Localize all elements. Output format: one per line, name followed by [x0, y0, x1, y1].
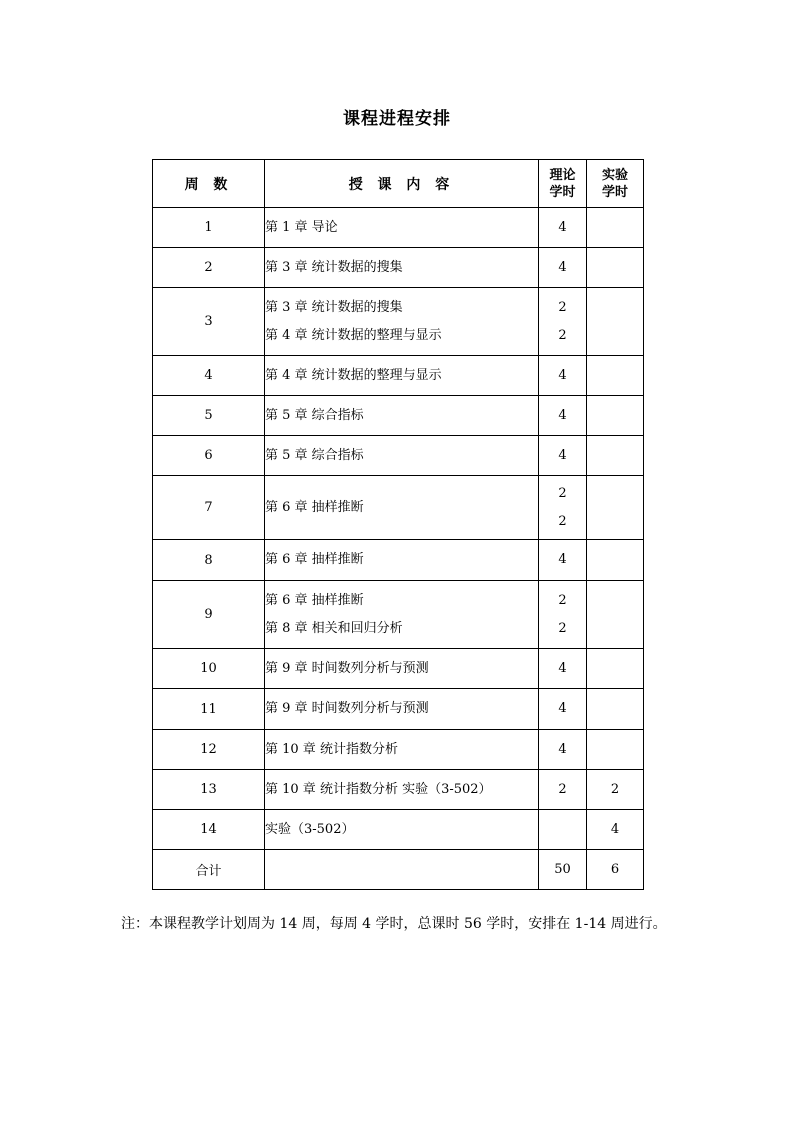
content-line: 第 9 章 时间数列分析与预测	[265, 701, 429, 716]
theory-hours-cell	[539, 356, 587, 396]
lab-hours-cell	[587, 689, 644, 730]
content-cell	[265, 689, 539, 730]
table-body	[153, 208, 644, 850]
theory-hours-cell	[539, 770, 587, 810]
lab-hours-cell	[587, 730, 644, 770]
week-cell: 4	[153, 356, 265, 396]
lab-hours-cell	[587, 581, 644, 649]
content-line: 第 3 章 统计数据的搜集	[265, 259, 403, 275]
lab-hours-cell	[587, 208, 644, 248]
theory-hours-cell	[539, 208, 587, 248]
content-line: 第 5 章 综合指标	[265, 447, 364, 463]
table-row	[153, 649, 644, 689]
theory-hours-cell	[539, 581, 587, 649]
theory-hours-value: 2	[558, 620, 567, 636]
content-line: 第 8 章 相关和回归分析	[265, 620, 403, 636]
week-cell: 14	[153, 810, 265, 850]
content-cell	[265, 356, 539, 396]
theory-hours-value: 2	[558, 781, 567, 797]
header-theory-hours	[539, 160, 587, 208]
header-theory-line2: 学时	[549, 184, 576, 200]
lab-hours-cell	[587, 288, 644, 356]
week-cell: 7	[153, 476, 265, 540]
week-cell: 1	[153, 208, 265, 248]
content-line: 第 5 章 综合指标	[265, 407, 364, 423]
content-line: 实验（3-502）	[265, 821, 355, 837]
lab-hours-cell	[587, 649, 644, 689]
lab-hours-cell	[587, 248, 644, 288]
header-lab-line2: 学时	[601, 184, 628, 200]
week-cell: 3	[153, 288, 265, 356]
theory-hours-cell	[539, 248, 587, 288]
table-row	[153, 476, 644, 540]
theory-hours-value: 4	[558, 701, 567, 716]
content-line: 第 9 章 时间数列分析与预测	[265, 660, 429, 676]
theory-hours-cell	[539, 730, 587, 770]
content-cell	[265, 730, 539, 770]
theory-hours-value: 4	[558, 447, 567, 463]
content-line: 第 6 章 抽样推断	[265, 552, 364, 567]
table-row	[153, 689, 644, 730]
table-header-row	[153, 160, 644, 208]
theory-hours-cell	[539, 396, 587, 436]
lab-hours-cell: 2	[587, 770, 644, 810]
table-row	[153, 581, 644, 649]
total-row	[153, 850, 644, 890]
footnote: 注：本课程教学计划周为 14 周，每周 4 学时，总课时 56 学时，安排在 1-14 周进行。	[121, 916, 667, 932]
theory-hours-value: 2	[558, 485, 567, 501]
content-cell	[265, 288, 539, 356]
total-lab-hours: 6	[587, 850, 644, 890]
content-line: 第 6 章 抽样推断	[265, 592, 364, 608]
week-cell: 11	[153, 689, 265, 730]
theory-hours-value: 4	[558, 407, 567, 423]
header-theory-line1: 理论	[549, 167, 576, 183]
theory-hours-value: 2	[558, 513, 567, 529]
theory-hours-value: 4	[558, 552, 567, 567]
content-line: 第 10 章 统计指数分析 实验（3-502）	[265, 781, 492, 797]
content-cell	[265, 476, 539, 540]
content-cell	[265, 208, 539, 248]
document-title: 课程进程安排	[343, 109, 451, 129]
lab-hours-cell	[587, 540, 644, 581]
content-line: 第 10 章 统计指数分析	[265, 741, 398, 757]
week-cell: 9	[153, 581, 265, 649]
table-row	[153, 208, 644, 248]
week-cell: 8	[153, 540, 265, 581]
week-cell: 2	[153, 248, 265, 288]
week-cell: 5	[153, 396, 265, 436]
table-row	[153, 396, 644, 436]
content-cell	[265, 581, 539, 649]
theory-hours-value: 4	[558, 259, 567, 275]
header-week: 周 数	[153, 160, 265, 208]
theory-hours-value: 4	[558, 741, 567, 757]
content-cell	[265, 770, 539, 810]
table-row	[153, 356, 644, 396]
theory-hours-value: 2	[558, 592, 567, 608]
table-row	[153, 770, 644, 810]
content-cell	[265, 649, 539, 689]
content-line: 第 1 章 导论	[265, 219, 338, 235]
table-row	[153, 810, 644, 850]
theory-hours-value: 4	[558, 367, 567, 383]
week-cell: 12	[153, 730, 265, 770]
week-cell: 13	[153, 770, 265, 810]
header-lab-hours	[587, 160, 644, 208]
theory-hours-value: 4	[558, 660, 567, 676]
lab-hours-cell	[587, 436, 644, 476]
total-label: 合计	[153, 850, 265, 890]
lab-hours-cell	[587, 356, 644, 396]
header-lab-line1: 实验	[601, 167, 628, 183]
lab-hours-cell: 4	[587, 810, 644, 850]
total-content	[265, 850, 539, 890]
theory-hours-cell	[539, 288, 587, 356]
table-row	[153, 540, 644, 581]
content-cell	[265, 436, 539, 476]
content-line: 第 6 章 抽样推断	[265, 499, 364, 515]
lab-hours-cell	[587, 476, 644, 540]
table-row	[153, 436, 644, 476]
theory-hours-cell	[539, 476, 587, 540]
week-cell: 10	[153, 649, 265, 689]
theory-hours-cell	[539, 689, 587, 730]
theory-hours-value: 2	[558, 327, 567, 343]
lab-hours-cell	[587, 396, 644, 436]
theory-hours-cell	[539, 436, 587, 476]
content-cell	[265, 248, 539, 288]
week-cell: 6	[153, 436, 265, 476]
total-theory-hours: 50	[539, 850, 587, 890]
content-line: 第 4 章 统计数据的整理与显示	[265, 367, 442, 383]
header-content: 授 课 内 容	[265, 160, 539, 208]
table-row	[153, 288, 644, 356]
theory-hours-value: 4	[558, 219, 567, 235]
content-cell	[265, 810, 539, 850]
theory-hours-cell	[539, 649, 587, 689]
content-cell	[265, 396, 539, 436]
content-line: 第 3 章 统计数据的搜集	[265, 299, 403, 315]
theory-hours-cell	[539, 540, 587, 581]
table-row	[153, 248, 644, 288]
content-line: 第 4 章 统计数据的整理与显示	[265, 327, 442, 343]
table-row	[153, 730, 644, 770]
content-cell	[265, 540, 539, 581]
theory-hours-value: 2	[558, 299, 567, 315]
theory-hours-cell	[539, 810, 587, 850]
course-schedule-table	[152, 159, 644, 890]
